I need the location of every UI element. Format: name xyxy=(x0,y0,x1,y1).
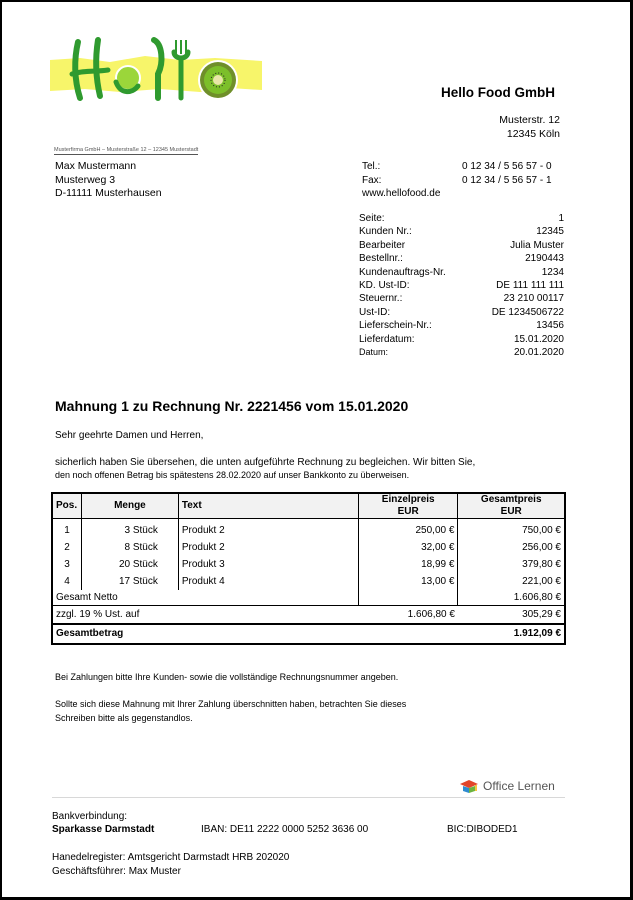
meta-label: Bearbeiter xyxy=(359,239,406,251)
einzelpreis-label: Einzelpreis xyxy=(381,494,435,505)
company-address xyxy=(499,113,560,141)
manager-line: Geschäftsführer: Max Muster xyxy=(52,865,181,877)
cell-text: Produkt 3 xyxy=(178,556,358,573)
fax-label: Fax: xyxy=(362,174,382,186)
vat-base: 1.606,80 € xyxy=(358,606,457,625)
cell-gesamtpreis: 256,00 € xyxy=(522,541,561,553)
meta-row xyxy=(359,346,564,359)
meta-row xyxy=(359,252,564,265)
cell-pos: 2 xyxy=(52,539,81,556)
table-row xyxy=(52,539,565,556)
table-row xyxy=(52,573,565,590)
netto-row xyxy=(52,590,565,606)
meta-label: Kunden Nr.: xyxy=(359,226,412,238)
meta-value: DE 111 111 111 xyxy=(496,280,564,292)
meta-row xyxy=(359,333,564,346)
overlap-note-line-2: Schreiben bitte als gegenstandlos. xyxy=(55,713,193,723)
cell-text: Produkt 4 xyxy=(178,573,358,590)
bank-name: Sparkasse Darmstadt xyxy=(52,824,155,835)
meta-row xyxy=(359,239,564,252)
table-header-row xyxy=(52,493,565,519)
bank-bic: BIC:DIBODED1 xyxy=(447,824,518,835)
company-city: 12345 Köln xyxy=(506,128,560,140)
meta-label: Ust-ID: xyxy=(359,306,391,318)
recipient-street: Musterweg 3 xyxy=(55,173,116,186)
meta-value: 12345 xyxy=(536,226,564,238)
hello-food-logo xyxy=(50,34,262,106)
overlap-note xyxy=(55,697,406,725)
bank-iban: IBAN: DE11 2222 0000 5252 3636 00 xyxy=(201,824,369,835)
meta-value: 13456 xyxy=(536,320,564,332)
col-header-text: Text xyxy=(178,493,358,519)
company-register xyxy=(52,851,289,878)
vat-label: zzgl. 19 % Ust. auf xyxy=(52,606,358,625)
col-header-gesamtpreis xyxy=(458,493,565,519)
sender-return-address: Musterfirma GmbH – Musterstraße 12 – 12345 Musterstadt xyxy=(54,147,199,153)
meta-label: Steuernr.: xyxy=(359,293,403,305)
meta-row xyxy=(359,266,564,279)
cell-text: Produkt 2 xyxy=(178,539,358,556)
meta-value: 1 xyxy=(558,213,564,224)
tel-label: Tel.: xyxy=(362,161,381,172)
tel-value: 0 12 34 / 5 56 57 - 0 xyxy=(462,161,552,172)
meta-value: 20.01.2020 xyxy=(513,347,564,359)
meta-label: KD. Ust-ID: xyxy=(359,280,410,292)
meta-row xyxy=(359,292,564,305)
netto-empty xyxy=(358,590,457,606)
cell-gesamtpreis: 379,80 € xyxy=(522,558,561,570)
cell-einzelpreis: 250,00 € xyxy=(358,519,457,540)
payment-note: Bei Zahlungen bitte Ihre Kunden- sowie die vollständige Rechnungsnummer angeben. xyxy=(55,672,399,682)
cell-menge: 8 Stück xyxy=(81,539,178,556)
recipient-name: Max Mustermann xyxy=(55,160,137,172)
website-link[interactable]: www.hellofood.de xyxy=(362,188,441,199)
recipient-city: D-11111 Musterhausen xyxy=(55,187,162,199)
col-header-pos: Pos. xyxy=(52,493,81,519)
cell-pos: 4 xyxy=(52,573,81,590)
logo-graphic-icon xyxy=(50,34,262,106)
cell-pos: 3 xyxy=(52,556,81,573)
meta-value: DE 1234506722 xyxy=(491,306,564,318)
netto-value: 1.606,80 € xyxy=(513,591,561,603)
fax-value: 0 12 34 / 5 56 57 - 1 xyxy=(462,174,552,186)
meta-row xyxy=(359,319,564,332)
office-lernen-text: Office Lernen xyxy=(483,779,555,793)
cell-einzelpreis: 13,00 € xyxy=(358,573,457,590)
einzelpreis-unit: EUR xyxy=(397,506,419,517)
cell-menge: 17 Stück xyxy=(81,573,178,590)
meta-label: Lieferschein-Nr.: xyxy=(359,320,432,332)
cell-einzelpreis: 32,00 € xyxy=(358,539,457,556)
meta-row xyxy=(359,225,564,238)
meta-row xyxy=(359,279,564,292)
overlap-note-line-1: Sollte sich diese Mahnung mit Ihrer Zahlung überschnitten haben, betrachten Sie dieses xyxy=(55,699,407,709)
gesamtpreis-label: Gesamtpreis xyxy=(480,494,542,505)
bank-label: Bankverbindung: xyxy=(52,811,128,822)
meta-value: 15.01.2020 xyxy=(513,333,564,345)
body-line-1: sicherlich haben Sie übersehen, die unten aufgeführte Rechnung zu begleichen. Wir bitten Sie, xyxy=(55,457,476,468)
cell-menge: 3 Stück xyxy=(81,519,178,540)
footer-divider xyxy=(52,797,565,798)
table-row xyxy=(52,556,565,573)
vat-row xyxy=(52,606,565,625)
document-title: Mahnung 1 zu Rechnung Nr. 2221456 vom 15.01.2020 xyxy=(55,398,409,414)
meta-label: Kundenauftrags-Nr. xyxy=(359,266,446,278)
total-value: 1.912,09 € xyxy=(458,624,565,644)
total-label: Gesamtbetrag xyxy=(52,624,458,644)
letter-body xyxy=(55,456,475,482)
invoice-meta xyxy=(359,212,564,359)
register-line: Hanedelregister: Amtsgericht Darmstadt HRB 202020 xyxy=(52,852,290,863)
office-lernen-branding xyxy=(459,778,555,794)
body-line-2: den noch offenen Betrag bis spätestens 28.02.2020 auf unser Bankkonto zu überweisen. xyxy=(55,470,410,480)
col-header-einzelpreis xyxy=(358,493,457,519)
greeting: Sehr geehrte Damen und Herren, xyxy=(55,430,204,441)
recipient-address xyxy=(55,160,162,201)
col-header-menge: Menge xyxy=(81,493,178,519)
company-street: Musterstr. 12 xyxy=(499,114,560,126)
cell-menge: 20 Stück xyxy=(81,556,178,573)
graduation-cap-icon xyxy=(459,778,479,794)
vat-value: 305,29 € xyxy=(458,606,565,625)
invoice-table xyxy=(51,492,566,645)
meta-label: Bestellnr.: xyxy=(359,253,403,265)
meta-label: Seite: xyxy=(359,213,385,224)
cell-gesamtpreis: 750,00 € xyxy=(522,524,561,536)
cell-gesamtpreis: 221,00 € xyxy=(522,575,561,587)
meta-value: 2190443 xyxy=(525,253,564,265)
cell-text: Produkt 2 xyxy=(178,519,358,540)
meta-label: Datum: xyxy=(359,347,389,358)
gesamtpreis-unit: EUR xyxy=(500,506,522,517)
cell-pos: 1 xyxy=(52,519,81,540)
table-row xyxy=(52,519,565,540)
meta-label: Lieferdatum: xyxy=(359,333,415,345)
meta-row xyxy=(359,306,564,319)
company-name: Hello Food GmbH xyxy=(441,85,555,100)
meta-value: Julia Muster xyxy=(510,239,564,251)
meta-row xyxy=(359,212,564,225)
meta-value: 1234 xyxy=(541,266,564,278)
total-row xyxy=(52,624,565,644)
netto-label: Gesamt Netto xyxy=(52,590,358,606)
cell-einzelpreis: 18,99 € xyxy=(358,556,457,573)
meta-value: 23 210 00117 xyxy=(503,293,564,305)
contact-block xyxy=(362,160,564,201)
